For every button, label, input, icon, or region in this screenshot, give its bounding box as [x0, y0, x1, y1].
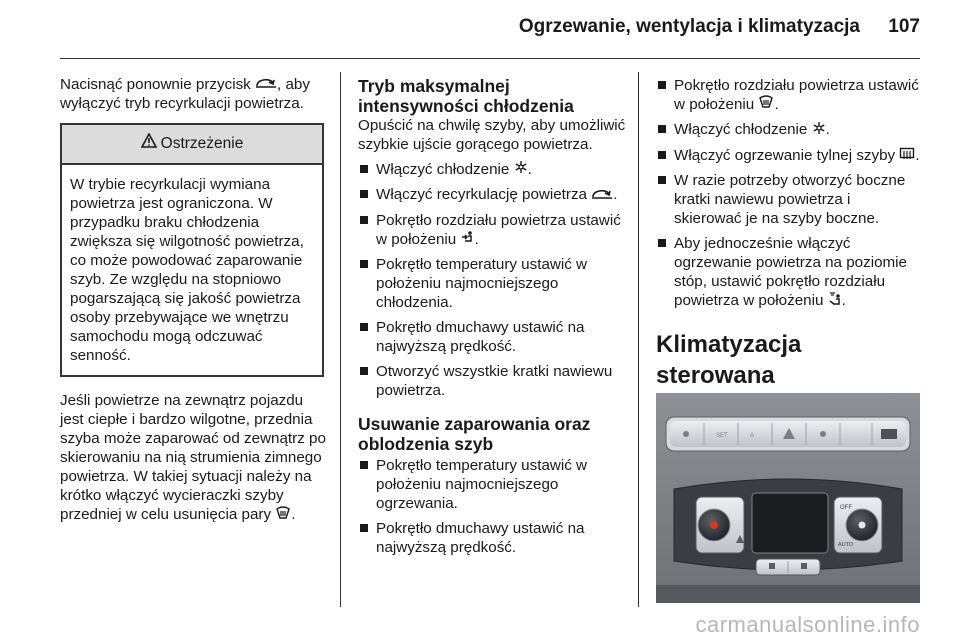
list-item: W razie potrzeby otworzyć boczne kratki nawiewu powietrza i skierować je na szyby boczne.: [656, 171, 922, 228]
warning-header: [62, 125, 322, 165]
recirculation-off-paragraph: Nacisnąć ponownie przycisk , aby wyłączyć tryb recyrkulacji powietrza.: [60, 76, 310, 113]
list-item: Pokrętło temperatury ustawić w położeniu najmocniejszego ogrzewania.: [358, 456, 626, 513]
warning-box: [60, 123, 324, 377]
set-button-label: SET: [716, 433, 728, 439]
page-header-title: Ogrzewanie, wentylacja i klimatyzacja: [518, 16, 860, 37]
defrost-heading: Usuwanie zaparowania oraz oblodzenia szyb: [358, 414, 591, 455]
auto-button-label: AUTO: [838, 542, 854, 548]
column-1: [60, 75, 326, 525]
defrost-list-continued: [656, 76, 922, 311]
list-item: Pokrętło temperatury ustawić w położeniu najmocniejszego chłodzenia.: [358, 255, 626, 312]
electronic-climate-heading: Klimatyzacja sterowana: [656, 331, 802, 390]
header-rule: [60, 58, 920, 59]
list-item: Włączyć recyrkulację powietrza .: [358, 185, 626, 204]
a-button-label: A: [750, 433, 755, 439]
off-button-label: OFF: [840, 505, 852, 511]
list-item: Pokrętło rozdziału powietrza ustawić w położeniu .: [358, 211, 626, 249]
ac-snowflake-icon: [514, 160, 528, 179]
air-to-face-icon: [460, 230, 474, 249]
column-3: [656, 76, 922, 422]
max-cooling-intro: Opuścić na chwilę szyby, aby umożliwić szybkie ujście gorącego powietrza.: [358, 117, 626, 153]
climate-control-panel-photo: [656, 393, 920, 603]
column-2: [358, 76, 626, 557]
list-item: Aby jednocześnie włączyć ogrzewanie powietrza na poziomie stóp, ustawić pokrętło rozdziału powietrza w położeniu .: [656, 234, 922, 311]
list-item: Pokrętło rozdziału powietrza ustawić w położeniu .: [656, 76, 922, 114]
watermark: carmanualsonline.info: [695, 612, 920, 637]
column-divider: [638, 72, 639, 607]
warning-triangle-icon: [141, 125, 157, 163]
list-item: Pokrętło dmuchawy ustawić na najwyższą prędkość.: [358, 519, 626, 557]
list-item: Pokrętło dmuchawy ustawić na najwyższą prędkość.: [358, 318, 626, 356]
warning-body: W trybie recyrkulacji wymiana powietrza jest ograniczona. W przypadku braku chłodzenia zwiększa się wilgotność powietrza, co może powodować zaparowanie szyb. Ze względu na stopniowo pogarszającą się jakość powietrza osoby przebywające we wnętrzu samochodu mogą odczuwać senność.: [70, 176, 304, 365]
wipers-paragraph: Jeśli powietrze na zewnątrz pojazdu jest ciepłe i bardzo wilgotne, przednia szyba może zaparować od zewnątrz po skierowaniu na nią strumienia zimnego powietrza. W takiej sytuacji należy na krótko włączyć wycieraczki szyby przedniej w celu usunięcia pary .: [60, 392, 326, 524]
list-item: Włączyć chłodzenie .: [358, 160, 626, 179]
max-cooling-heading: Tryb maksymalnej intensywności chłodzenia: [358, 76, 574, 116]
climate-panel-illustration: [656, 393, 920, 603]
list-item: Włączyć ogrzewanie tylnej szyby .: [656, 146, 922, 165]
recirculation-icon: [591, 186, 613, 205]
windshield-defrost-icon: [275, 506, 291, 525]
page-number: 107: [888, 16, 920, 37]
defrost-list: [358, 456, 626, 557]
recirculation-icon: [255, 75, 277, 94]
windshield-defrost-icon: [758, 95, 774, 114]
rear-window-heating-icon: [899, 146, 915, 165]
ac-snowflake-icon: [812, 121, 826, 140]
max-cooling-list: [358, 160, 626, 400]
warning-title: Ostrzeżenie: [160, 135, 244, 153]
air-to-feet-windshield-icon: [828, 291, 842, 311]
list-item: Włączyć chłodzenie .: [656, 120, 922, 139]
column-divider: [340, 72, 341, 607]
list-item: Otworzyć wszystkie kratki nawiewu powietrza.: [358, 362, 626, 400]
